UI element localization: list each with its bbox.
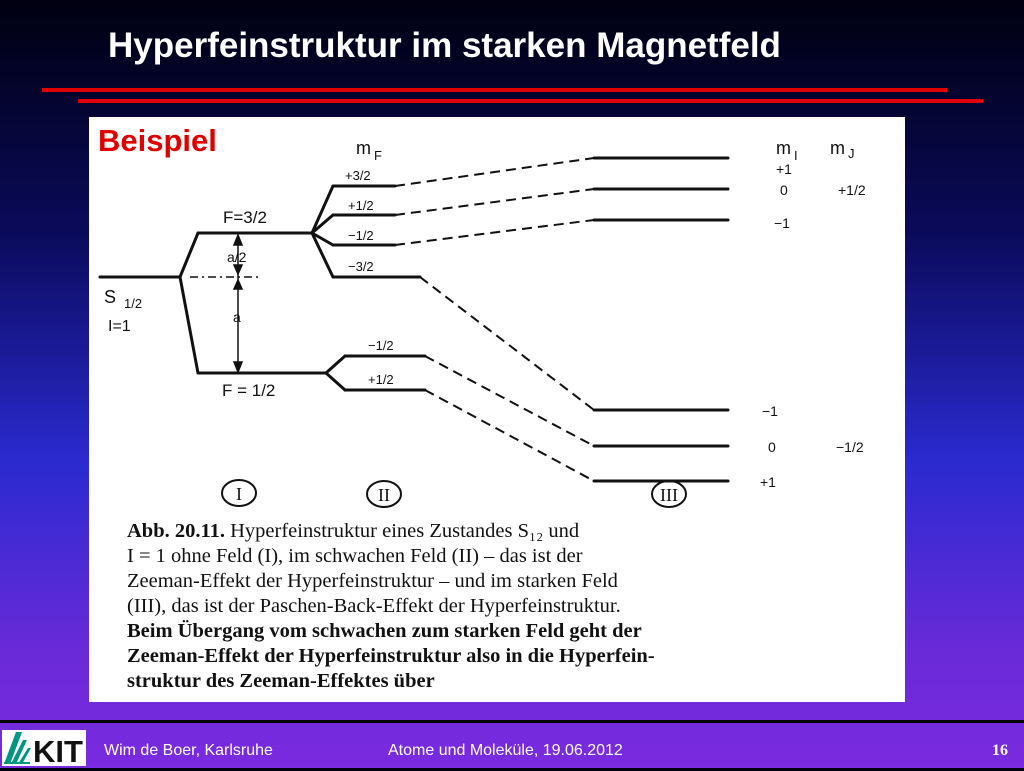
slide-title: Hyperfeinstruktur im starken Magnetfeld xyxy=(108,26,781,65)
kit-logo xyxy=(2,730,86,766)
mf-header: m xyxy=(356,138,371,158)
caption-line: Zeeman-Effekt der Hyperfeinstruktur – und im starken Feld xyxy=(127,570,618,592)
state-s-label: S xyxy=(104,287,117,307)
mf-value: −1/2 xyxy=(348,228,374,243)
branch-f32 xyxy=(180,233,198,277)
mi-value: +1 xyxy=(760,474,776,490)
mf-value: +1/2 xyxy=(348,198,374,213)
mi-value: +1 xyxy=(776,161,792,177)
footer-course: Atome und Moleküle, 19.06.2012 xyxy=(388,742,623,759)
region-label: II xyxy=(378,485,390,505)
caption-line: Abb. 20.11. Hyperfeinstruktur eines Zustandes S₁₂ und xyxy=(127,520,580,542)
mj-value: −1/2 xyxy=(836,439,864,455)
split-a-label: a xyxy=(233,309,241,325)
mf-header-sub: F xyxy=(374,148,382,163)
logo-text: KIT xyxy=(33,734,83,766)
mf-value: −3/2 xyxy=(348,259,374,274)
mi-header-sub: I xyxy=(794,148,798,163)
level-f32-label: F=3/2 xyxy=(223,208,267,227)
footer-author: Wim de Boer, Karlsruhe xyxy=(104,742,273,759)
mf-value: −1/2 xyxy=(368,338,394,353)
mi-value: −1 xyxy=(774,215,790,231)
figure-caption xyxy=(127,519,875,694)
example-label: Beispiel xyxy=(98,123,217,158)
caption-line: Beim Übergang vom schwachen zum starken Feld geht der xyxy=(127,620,642,642)
split-a2-label: a/2 xyxy=(227,249,247,265)
caption-line: Zeeman-Effekt der Hyperfeinstruktur also in die Hyperfein- xyxy=(127,645,655,667)
caption-line: I = 1 ohne Feld (I), im schwachen Feld (II) – das ist der xyxy=(127,545,583,567)
level-f12-label: F = 1/2 xyxy=(222,381,276,400)
mf-value: +1/2 xyxy=(368,372,394,387)
caption-line: (III), das ist der Paschen-Back-Effekt der Hyperfeinstruktur. xyxy=(127,595,621,617)
footer-divider xyxy=(0,720,1024,723)
mf-value: +3/2 xyxy=(345,168,371,183)
mj-value: +1/2 xyxy=(838,182,866,198)
mj-header: m xyxy=(830,138,845,158)
state-i-label: I=1 xyxy=(108,318,131,335)
mi-value: −1 xyxy=(762,403,778,419)
branch-f12 xyxy=(180,277,198,373)
state-s-sub: 1/2 xyxy=(124,296,143,311)
caption-line: struktur des Zeeman-Effektes über xyxy=(127,670,435,692)
mi-value: 0 xyxy=(768,439,776,455)
page-number: 16 xyxy=(992,742,1008,759)
mj-header-sub: J xyxy=(848,146,855,161)
region-label: III xyxy=(660,485,678,505)
mi-header: m xyxy=(776,138,791,158)
region-label: I xyxy=(236,484,242,504)
mi-value: 0 xyxy=(780,182,788,198)
kit-logo-icon xyxy=(2,730,86,766)
